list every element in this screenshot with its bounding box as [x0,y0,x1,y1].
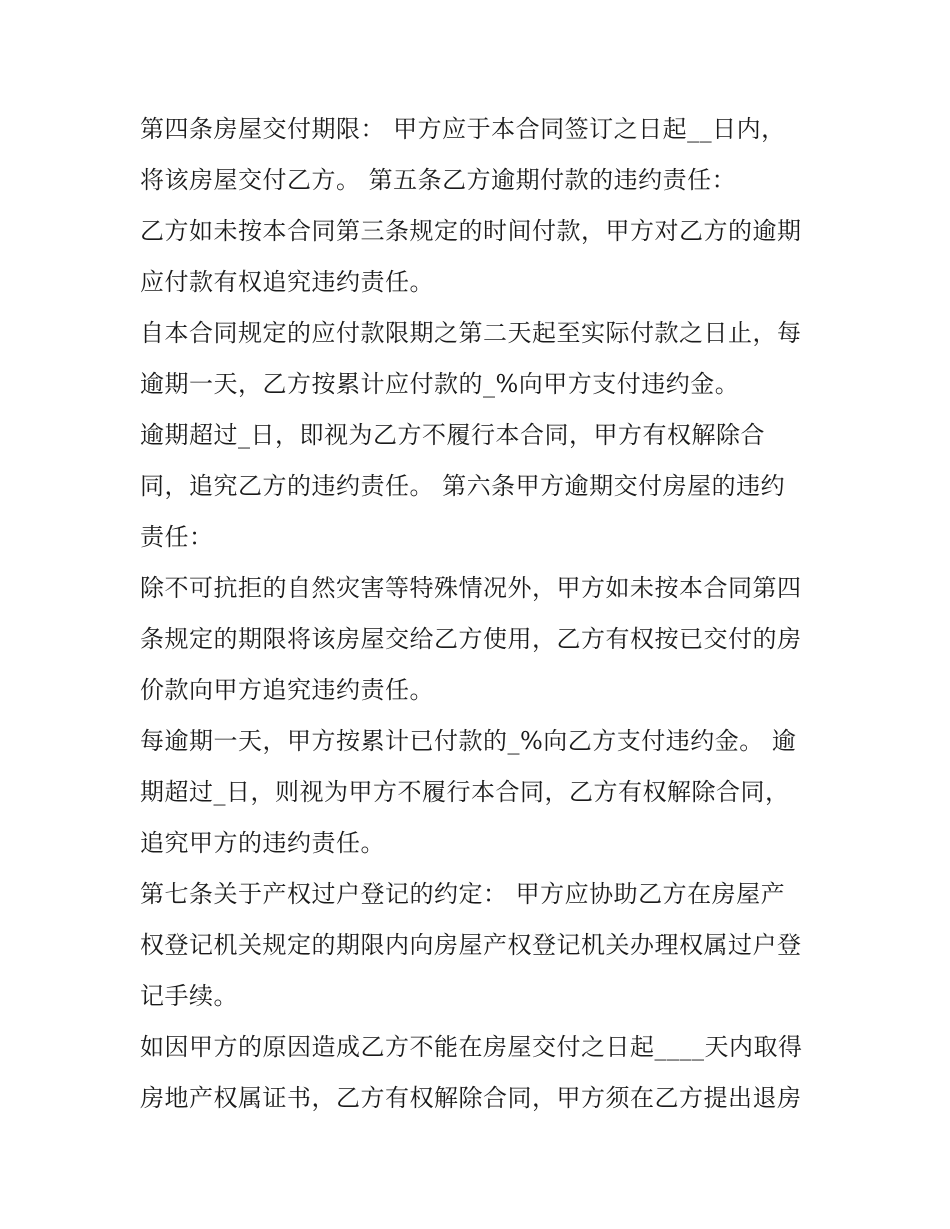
text-line: 记手续。 [140,982,238,1010]
text-line: 权登记机关规定的期限内向房屋产权登记机关办理权属过户登 [140,931,802,959]
text-line: 追究甲方的违约责任。 [140,829,385,857]
text-line: 责任： [140,523,214,551]
text-line: 房地产权属证书，乙方有权解除合同，甲方须在乙方提出退房 [140,1084,802,1112]
contract-body-text [140,104,820,1124]
text-line: 条规定的期限将该房屋交给乙方使用，乙方有权按已交付的房 [140,625,802,653]
text-line: 乙方如未按本合同第三条规定的时间付款，甲方对乙方的逾期 [140,217,802,245]
text-line: 期超过_日，则视为甲方不履行本合同，乙方有权解除合同， [140,778,790,806]
text-line: 如因甲方的原因造成乙方不能在房屋交付之日起____天内取得 [140,1033,803,1061]
text-line: 价款向甲方追究违约责任。 [140,676,434,704]
text-line: 逾期一天，乙方按累计应付款的_%向甲方支付违约金。 [140,370,740,398]
text-line: 应付款有权追究违约责任。 [140,268,434,296]
text-line: 除不可抗拒的自然灾害等特殊情况外，甲方如未按本合同第四 [140,574,802,602]
text-line: 第七条关于产权过户登记的约定： 甲方应协助乙方在房屋产 [140,880,786,908]
text-line: 将该房屋交付乙方。 第五条乙方逾期付款的违约责任： [140,166,737,194]
text-line: 第四条房屋交付期限： 甲方应于本合同签订之日起__日内， [140,115,786,143]
text-line: 每逾期一天，甲方按累计已付款的_%向乙方支付违约金。 逾 [140,727,797,755]
text-line: 逾期超过_日，即视为乙方不履行本合同，甲方有权解除合 [140,421,765,449]
text-line: 同，追究乙方的违约责任。 第六条甲方逾期交付房屋的违约 [140,472,786,500]
text-line: 自本合同规定的应付款限期之第二天起至实际付款之日止，每 [140,319,802,347]
